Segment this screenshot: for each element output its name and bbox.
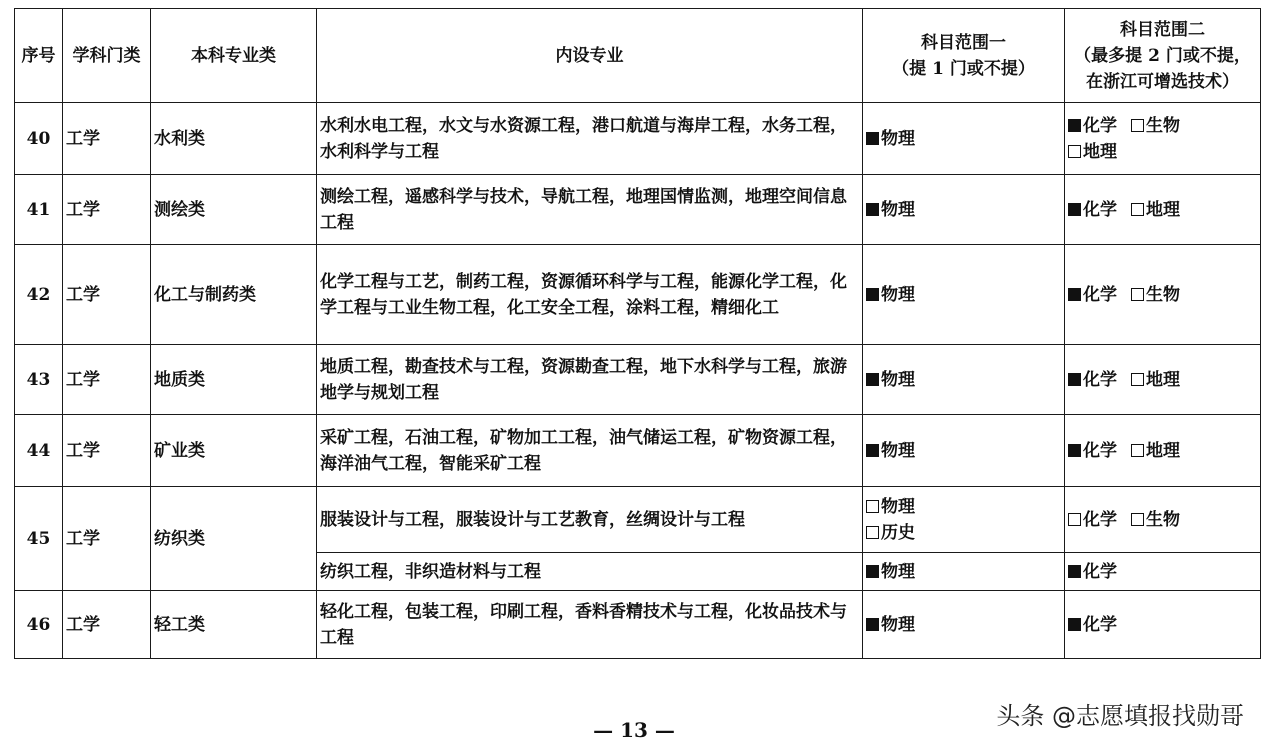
- row-range1: [863, 415, 1065, 487]
- subject-option: [1068, 282, 1117, 308]
- checked-box-icon: [866, 565, 879, 578]
- subject-label: 生物: [1146, 284, 1180, 305]
- unchecked-box-icon: [1131, 513, 1144, 526]
- row-professional-class: 轻工类: [151, 591, 317, 659]
- unchecked-box-icon: [1131, 373, 1144, 386]
- checked-box-icon: [1068, 203, 1081, 216]
- header-range1-note: （提 1 门或不提）: [892, 58, 1035, 79]
- subject-option: [866, 520, 1061, 546]
- row-number: 40: [15, 103, 63, 175]
- row-range1: [863, 553, 1065, 591]
- row-discipline: 工学: [63, 175, 151, 245]
- subject-option: [1068, 438, 1117, 464]
- subject-label: 生物: [1146, 509, 1180, 530]
- subject-option: [1131, 282, 1180, 308]
- row-range2: [1065, 175, 1261, 245]
- row-professional-class: 水利类: [151, 103, 317, 175]
- row-professional-class: 纺织类: [151, 487, 317, 591]
- header-range1-title: 科目范围一: [921, 32, 1006, 53]
- unchecked-box-icon: [1131, 444, 1144, 457]
- header-majors: 内设专业: [317, 9, 863, 103]
- row-range2: [1065, 345, 1261, 415]
- row-discipline: 工学: [63, 591, 151, 659]
- table-row: [15, 103, 1261, 175]
- row-discipline: 工学: [63, 245, 151, 345]
- subject-label: 化学: [1083, 440, 1117, 461]
- subject-option: [1131, 197, 1180, 223]
- checked-box-icon: [866, 373, 879, 386]
- row-number: 41: [15, 175, 63, 245]
- subject-label: 化学: [1083, 509, 1117, 530]
- subject-label: 化学: [1083, 284, 1117, 305]
- row-majors: 测绘工程，遥感科学与技术，导航工程，地理国情监测，地理空间信息工程: [317, 175, 863, 245]
- row-range1: [863, 175, 1065, 245]
- header-range2-note2: 在浙江可增选技术）: [1086, 71, 1239, 92]
- checked-box-icon: [1068, 373, 1081, 386]
- table-row: [15, 345, 1261, 415]
- subject-option: [866, 282, 915, 308]
- row-majors: 纺织工程，非织造材料与工程: [317, 553, 863, 591]
- row-majors: 化学工程与工艺，制药工程，资源循环科学与工程，能源化学工程，化学工程与工业生物工程，化工安全工程，涂料工程，精细化工: [317, 245, 863, 345]
- subject-label: 物理: [881, 128, 915, 149]
- subject-option: [1068, 367, 1117, 393]
- row-discipline: 工学: [63, 415, 151, 487]
- row-number: 46: [15, 591, 63, 659]
- row-professional-class: 化工与制药类: [151, 245, 317, 345]
- subject-label: 物理: [881, 614, 915, 635]
- row-majors: 服装设计与工程，服装设计与工艺教育，丝绸设计与工程: [317, 487, 863, 553]
- header-range2: [1065, 9, 1261, 103]
- row-range2: [1065, 553, 1261, 591]
- row-number: 45: [15, 487, 63, 591]
- row-number: 43: [15, 345, 63, 415]
- unchecked-box-icon: [1068, 513, 1081, 526]
- checked-box-icon: [866, 203, 879, 216]
- row-range1: [863, 487, 1065, 553]
- subject-label: 化学: [1083, 561, 1117, 582]
- row-number: 42: [15, 245, 63, 345]
- checked-box-icon: [1068, 119, 1081, 132]
- row-discipline: 工学: [63, 345, 151, 415]
- subject-label: 地理: [1146, 369, 1180, 390]
- subject-option: [1131, 367, 1180, 393]
- subject-option: [866, 494, 1061, 520]
- row-professional-class: 地质类: [151, 345, 317, 415]
- unchecked-box-icon: [1131, 203, 1144, 216]
- subject-option: [866, 612, 915, 638]
- row-majors: 水利水电工程，水文与水资源工程，港口航道与海岸工程，水务工程，水利科学与工程: [317, 103, 863, 175]
- header-discipline: 学科门类: [63, 9, 151, 103]
- subject-label: 地理: [1083, 141, 1117, 162]
- subject-label: 物理: [881, 561, 915, 582]
- row-range1: [863, 245, 1065, 345]
- subject-label: 化学: [1083, 369, 1117, 390]
- subject-label: 生物: [1146, 115, 1180, 136]
- header-num: 序号: [15, 9, 63, 103]
- row-majors: 轻化工程，包装工程，印刷工程，香料香精技术与工程，化妆品技术与工程: [317, 591, 863, 659]
- subject-label: 物理: [881, 369, 915, 390]
- unchecked-box-icon: [866, 526, 879, 539]
- subject-option: [866, 197, 915, 223]
- checked-box-icon: [1068, 618, 1081, 631]
- row-professional-class: 测绘类: [151, 175, 317, 245]
- checked-box-icon: [866, 618, 879, 631]
- subject-label: 地理: [1146, 199, 1180, 220]
- subject-option: [1068, 197, 1117, 223]
- header-range2-title: 科目范围二: [1120, 19, 1205, 40]
- subject-option: [1131, 507, 1180, 533]
- table-row: [15, 591, 1261, 659]
- unchecked-box-icon: [1068, 145, 1081, 158]
- subject-option: [1068, 139, 1257, 165]
- subject-option: [1068, 612, 1117, 638]
- subject-option: [866, 367, 915, 393]
- subject-label: 地理: [1146, 440, 1180, 461]
- subject-option: [1068, 507, 1117, 533]
- row-discipline: 工学: [63, 487, 151, 591]
- subject-option: [866, 559, 915, 585]
- subject-option: [1131, 113, 1180, 139]
- header-professional-class: 本科专业类: [151, 9, 317, 103]
- watermark: 头条 @志愿填报找勋哥: [996, 702, 1244, 730]
- subject-label: 物理: [881, 199, 915, 220]
- page-number: — 13 —: [593, 718, 675, 742]
- row-majors: 地质工程，勘查技术与工程，资源勘查工程，地下水科学与工程，旅游地学与规划工程: [317, 345, 863, 415]
- row-majors: 采矿工程，石油工程，矿物加工工程，油气储运工程，矿物资源工程，海洋油气工程，智能采矿工程: [317, 415, 863, 487]
- row-range1: [863, 103, 1065, 175]
- subject-requirements-table: [14, 8, 1261, 659]
- subject-option: [866, 126, 915, 152]
- subject-option: [1068, 559, 1117, 585]
- checked-box-icon: [1068, 444, 1081, 457]
- subject-label: 化学: [1083, 115, 1117, 136]
- row-range2: [1065, 591, 1261, 659]
- header-range2-note1: （最多提 2 门或不提，: [1074, 45, 1251, 66]
- row-discipline: 工学: [63, 103, 151, 175]
- header-row: [15, 9, 1261, 103]
- row-range2: [1065, 245, 1261, 345]
- unchecked-box-icon: [866, 500, 879, 513]
- subject-label: 历史: [881, 522, 915, 543]
- subject-label: 物理: [881, 496, 915, 517]
- subject-label: 物理: [881, 440, 915, 461]
- table-row: [15, 245, 1261, 345]
- checked-box-icon: [1068, 565, 1081, 578]
- subject-option: [1068, 113, 1117, 139]
- header-range1: [863, 9, 1065, 103]
- row-range1: [863, 591, 1065, 659]
- row-range2: [1065, 103, 1261, 175]
- row-range2: [1065, 487, 1261, 553]
- table-body: [15, 103, 1261, 659]
- checked-box-icon: [866, 288, 879, 301]
- table-row: [15, 175, 1261, 245]
- subject-label: 化学: [1083, 614, 1117, 635]
- unchecked-box-icon: [1131, 288, 1144, 301]
- unchecked-box-icon: [1131, 119, 1144, 132]
- row-range2: [1065, 415, 1261, 487]
- row-professional-class: 矿业类: [151, 415, 317, 487]
- table-row: [15, 487, 1261, 553]
- subject-label: 化学: [1083, 199, 1117, 220]
- checked-box-icon: [866, 132, 879, 145]
- row-number: 44: [15, 415, 63, 487]
- subject-option: [866, 438, 915, 464]
- table-row: [15, 415, 1261, 487]
- row-range1: [863, 345, 1065, 415]
- subject-label: 物理: [881, 284, 915, 305]
- checked-box-icon: [866, 444, 879, 457]
- subject-option: [1131, 438, 1180, 464]
- checked-box-icon: [1068, 288, 1081, 301]
